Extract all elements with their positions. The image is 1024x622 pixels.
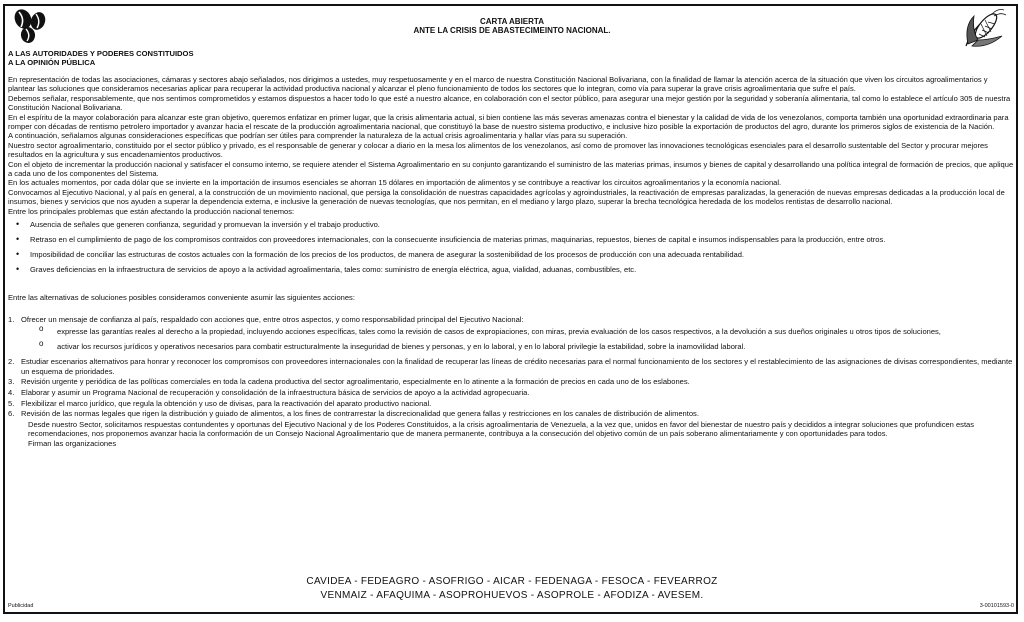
- action-number: 3.: [8, 377, 15, 387]
- action-text: Revisión de las normas legales que rigen la distribución y guiado de alimentos, a los fines de contrarrestar la discrecionalidad que genera fallas y restricciones en los canales de distribución de alimentos.: [21, 409, 699, 419]
- paragraph-investment: En los actuales momentos, por cada dólar que se invierte en la importación de insumos esenciales se ahorran 15 dólares en importación de alimentos y se contribuye a reactivar los circuitos agroalimentarios y la economía nacional.: [8, 178, 782, 188]
- signature-intro: Firman las organizaciones: [28, 438, 117, 448]
- actions-list: [8, 315, 1016, 418]
- title-line-1: CARTA ABIERTA: [480, 17, 544, 26]
- action-1-sublist: [21, 327, 1016, 352]
- action-text: Elaborar y asumir un Programa Nacional de recuperación y consolidación de la infraestructura básica de servicios de apoyo a la actividad agropecuaria.: [21, 387, 530, 397]
- problems-list: [8, 220, 1016, 274]
- action-number: 1.: [8, 315, 15, 325]
- paragraph-representation: En representación de todas las asociaciones, cámaras y sectores abajo señalados, nos dirigimos a ustedes, muy respetuosamente y en el marco de nuestra Constitución Nacional Bolivariana, con la finalidad de llamar la atención acerca de la situación que viven los circuitos agroalimentarios y plantear las soluciones que consideramos necesarias aplicar para recuperar la actividad productiva nacional y alcanzar el pleno funcionamiento de todos los sectores que lo integran, como vía para superar la grave crisis agroalimentaria que sufre el país.: [8, 75, 988, 94]
- action-text: Revisión urgente y periódica de las políticas comerciales en toda la cadena productiva del sector agroalimentario, especialmente en lo atinente a la formación de precios en cada uno de los eslabones.: [21, 377, 690, 387]
- action-text: Estudiar escenarios alternativos para honrar y reconocer los compromisos con proveedores internacionales con la finalidad de recuperar las líneas de crédito necesarias para el normal funcionamiento de los sectores y el restablecimiento de las asignaciones de divisas correspondientes, mediante un esquema de prioridades.: [21, 357, 1013, 376]
- paragraph-commitment: Debemos señalar, responsablemente, que nos sentimos comprometidos y estamos dispuestos a hacer todo lo que esté a nuestro alcance, en colaboración con el sector público, para asegurar una mejor gestión por la seguridad y soberanía alimentaria, tal como lo establece el artículo 305 de nuestra Constitución Nacional Bolivariana.: [8, 93, 1011, 113]
- publicity-label: Publicidad: [8, 603, 34, 609]
- list-item: o expresse las garantías reales al derecho a la propiedad, incluyendo acciones específicas, tales como la revisión de casos de expropiaciones, con miras, previa evaluación de los casos respectivos, a la devolución a sus dueños originales u otros tipos de soluciones,: [21, 327, 1016, 336]
- ad-reference-code: 3-00101593-0: [979, 603, 1014, 609]
- addressee-block: [8, 49, 194, 67]
- list-item: • Ausencia de señales que generen confianza, seguridad y promuevan la inversión y el trabajo productivo.: [8, 220, 1016, 229]
- action-text: Ofrecer un mensaje de confianza al país, respaldado con acciones que, entre otros aspectos, y como responsabilidad principal del Ejecutivo Nacional:: [21, 315, 524, 325]
- paragraph-considerations: A continuación, señalamos algunas consideraciones específicas que podrían ser útiles para comprender la naturaleza de la actual crisis agroalimentaria y hallar vías para su superación.: [8, 131, 628, 141]
- action-number: 2.: [8, 357, 15, 367]
- list-item: • Graves deficiencias en la infraestructura de servicios de apoyo a la actividad agroalimentaria, tales como: suministro de energía eléctrica, agua, vialidad, aduanas, combustibles, etc.: [8, 265, 1016, 274]
- paragraph-call: Convocamos al Ejecutivo Nacional, y al país en general, a la construcción de un movimiento nacional, que persiga la consolidación de nuestras capacidades agrícolas y agroindustriales, la reactivación de empresas paralizadas, la generación de nuevas empresas dedicadas a la producción local de insumos, bienes y servicios que nos ayuden a superar la dependencia externa, e inclusive la generación de nuevas tecnologías, que nos permitan, en el mediano y largo plazo, superar la brecha tecnológica heredada de los modelos rentistas de desarrollo nacional.: [8, 187, 1005, 207]
- action-text: Flexibilizar el marco jurídico, que regula la obtención y uso de divisas, para la reactivación del aparato productivo nacional.: [21, 398, 432, 408]
- action-number: 5.: [8, 398, 15, 408]
- paragraph-problems-intro: Entre los principales problemas que están afectando la producción nacional tenemos:: [8, 206, 295, 216]
- paragraph-sector: Nuestro sector agroalimentario, constituido por el sector público y privado, es el responsable de generar y colocar a diario en la mesa los alimentos de los venezolanos, así como de promover las innovaciones tecnológicas esenciales para el desarrollo sustentable del Sector y procurar mejores resultados en la agricultura y sus encadenamientos productivos.: [8, 140, 988, 160]
- list-item: [8, 377, 1016, 386]
- list-item: [8, 315, 1016, 351]
- list-item: [8, 388, 1016, 397]
- action-number: 4.: [8, 387, 15, 397]
- list-item: [8, 409, 1016, 418]
- list-item: [8, 399, 1016, 408]
- organizations-line-2: VENMAIZ - AFAQUIMA - ASOPROHUEVOS - ASOPROLE - AFODIZA - AVESEM.: [320, 590, 704, 601]
- organizations-line-1: CAVIDEA - FEDEAGRO - ASOFRIGO - AICAR - FEDENAGA - FESOCA - FEVEARROZ: [306, 576, 718, 587]
- action-number: 6.: [8, 409, 15, 419]
- signing-organizations: [0, 575, 1024, 603]
- letter-title: [0, 17, 1024, 35]
- addressee-line-1: A LAS AUTORIDADES Y PODERES CONSTITUIDOS: [8, 49, 194, 58]
- list-item: • Imposibilidad de conciliar las estructuras de costos actuales con la formación de los precios de los productos, de manera de asegurar la sostenibilidad de los procesos de producción con una adecuada rentabilidad.: [8, 250, 1016, 259]
- list-item: [8, 357, 1016, 376]
- addressee-line-2: A LA OPINIÓN PÚBLICA: [8, 58, 96, 67]
- title-line-2: ANTE LA CRISIS DE ABASTECIMEINTO NACIONAL.: [413, 26, 611, 35]
- paragraph-collaboration: En el espíritu de la mayor colaboración para alcanzar este gran objetivo, queremos enfatizar en primer lugar, que la crisis alimentaria actual, si bien contiene las más severas amenazas contra el bienestar y la calidad de vida de los venezolanos, comporta también una oportunidad extraordinaria para romper con décadas de rentismo petrolero importador y avanzar hacia el rescate de la producción agroalimentaria nacional, que constituyó la base de nuestro sistema productivo, e inclusive hizo posible la exportación de productos del agro, durante los primeros siglos de existencia de la Nación.: [8, 112, 1009, 132]
- closing-paragraph: Desde nuestro Sector, solicitamos respuestas contundentes y oportunas del Ejecutivo Nacional y de los Poderes Constituidos, a la crisis agroalimentaria de Venezuela, a la vez que, unidos en favor del bienestar de nuestro país y decididos a integrar soluciones que profundicen estas recomendaciones, nos proponemos avanzar hacia la conformación de un Consejo Nacional Agroalimentario que de manera permanente, contribuya a la consecución del objetivo común de un país soberano alimentariamente y con oportunidades para todos.: [28, 419, 975, 439]
- letter-body: [8, 75, 1016, 448]
- paragraph-objective: Con el objeto de incrementar la producción nacional y satisfacer el consumo interno, se requiere atender el Sistema Agroalimentario en su conjunto garantizando el suministro de las materias primas, insumos y bienes de capital y desarrollando una política integral de formación de precios, que aplique a cada uno de los componentes del Sistema.: [8, 159, 1014, 179]
- list-item: • Retraso en el cumplimiento de pago de los compromisos contraidos con proveedores internacionales, con la consecuente insuficiencia de materias primas, maquinarias, repuestos, bienes de capital e insumos indispensables para la producción, entre otros.: [8, 235, 1016, 244]
- alternatives-intro: Entre las alternativas de soluciones posibles consideramos conveniente asumir las siguientes acciones:: [8, 292, 355, 302]
- list-item: o activar los recursos jurídicos y operativos necesarios para combatir estructuralmente la inseguridad de bienes y personas, y en lo laboral, y en lo laboral privilegie la estabilidad, sobre la inamovilidad laboral.: [21, 342, 1016, 351]
